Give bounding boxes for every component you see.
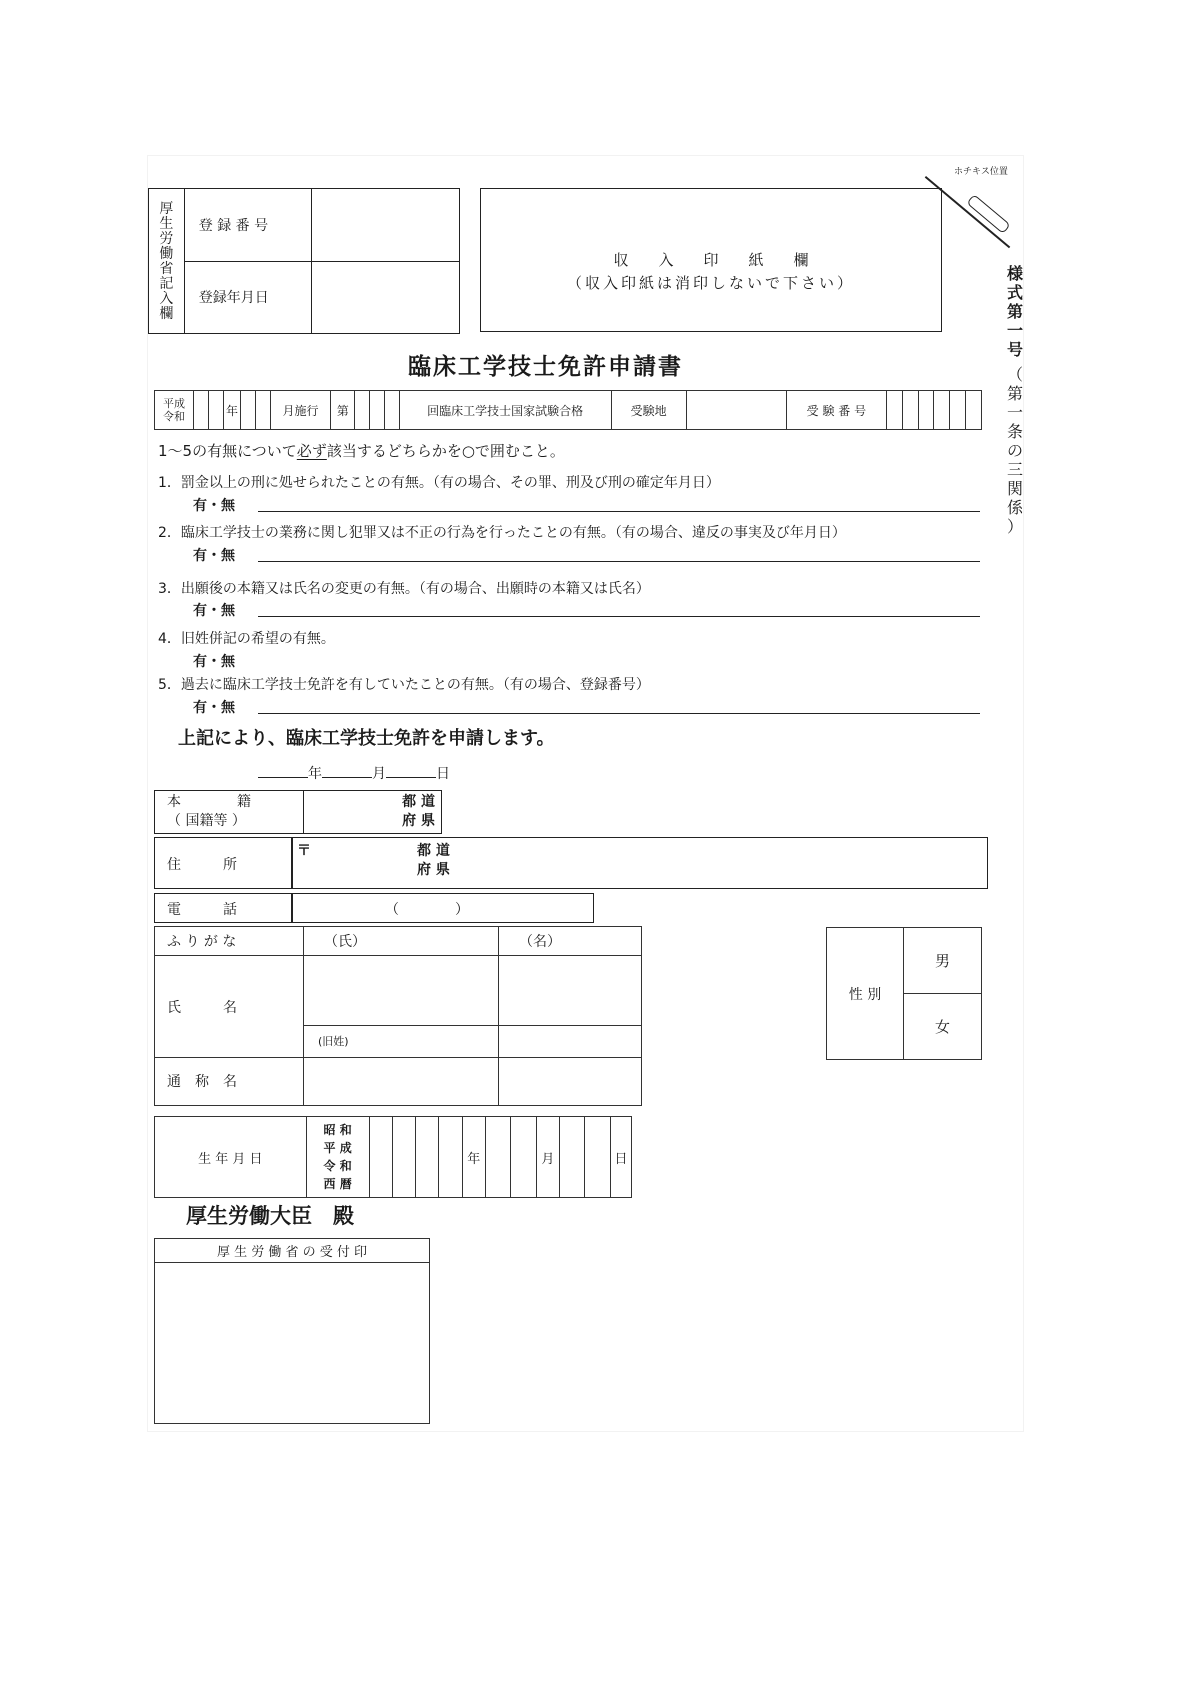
exam-place-field[interactable] xyxy=(686,391,786,430)
question-5-answer-line[interactable] xyxy=(258,713,980,714)
question-3: 3．出願後の本籍又は氏名の変更の有無。（有の場合、出願時の本籍又は氏名） xyxy=(158,581,650,597)
maiden-name-field[interactable]: (旧姓) xyxy=(304,1025,499,1057)
gender-label: 性 別 xyxy=(827,928,904,1060)
furigana-given-field[interactable]: （名） xyxy=(499,927,642,956)
address-label: 住 所 xyxy=(167,857,237,873)
revenue-stamp-title: 収入印紙欄 xyxy=(613,251,839,269)
furigana-label: ふ り が な xyxy=(155,927,304,956)
declaration-text: 上記により、臨床工学技士免許を申請します。 xyxy=(178,728,555,749)
exam-number-digit-4[interactable] xyxy=(934,391,950,430)
exam-round-digit-3[interactable] xyxy=(384,391,399,430)
dai-label: 第 xyxy=(331,391,355,430)
month-digit-1[interactable] xyxy=(241,391,256,430)
birth-month-label: 月 xyxy=(536,1117,559,1198)
birth-day-digit-1[interactable] xyxy=(560,1117,585,1198)
revenue-stamp-note: （収入印紙は消印しないで下さい） xyxy=(566,274,855,292)
gender-female-option[interactable]: 女 xyxy=(904,994,982,1060)
birth-day-label: 日 xyxy=(610,1117,631,1198)
question-5: 5．過去に臨床工学技士免許を有していたことの有無。（有の場合、登録番号） xyxy=(158,677,650,693)
exam-info-row xyxy=(154,390,982,430)
question-3-choice[interactable]: 有・無 xyxy=(193,603,235,619)
birth-year-label: 年 xyxy=(462,1117,485,1198)
birth-year-digit-1[interactable] xyxy=(369,1117,392,1198)
question-1: 1．罰金以上の刑に処せられたことの有無。（有の場合、その罪、刑及び刑の確定年月日） xyxy=(158,475,720,491)
address-box xyxy=(154,837,988,889)
exam-number-digit-1[interactable] xyxy=(886,391,902,430)
surname-field[interactable] xyxy=(304,956,499,1025)
birth-year-digit-4[interactable] xyxy=(439,1117,462,1198)
exam-round-digit-2[interactable] xyxy=(370,391,385,430)
form-title: 臨床工学技士免許申請書 xyxy=(408,353,683,380)
phone-divider xyxy=(291,894,293,922)
year-digit-2[interactable] xyxy=(208,391,223,430)
birth-era-options[interactable]: 昭 和 平 成 令 和 西 暦 xyxy=(306,1117,369,1198)
permanent-domicile-box xyxy=(154,790,442,834)
registration-date-field[interactable] xyxy=(311,261,459,334)
reception-stamp-label: 厚 生 労 働 省 の 受 付 印 xyxy=(155,1239,430,1263)
year-blank[interactable] xyxy=(258,763,308,778)
month-digit-2[interactable] xyxy=(256,391,271,430)
question-4: 4．旧姓併記の希望の有無。 xyxy=(158,631,335,647)
phone-field[interactable]: （ ） xyxy=(385,902,469,918)
question-5-choice[interactable]: 有・無 xyxy=(193,700,235,716)
birth-year-digit-2[interactable] xyxy=(392,1117,415,1198)
month-blank[interactable] xyxy=(322,763,372,778)
exam-number-digit-6[interactable] xyxy=(966,391,982,430)
registration-number-label: 登 録 番 号 xyxy=(184,189,311,262)
birth-day-digit-2[interactable] xyxy=(585,1117,610,1198)
gender-male-option[interactable]: 男 xyxy=(904,928,982,994)
instruction-emphasis: 必ず xyxy=(296,442,327,460)
year-label: 年 xyxy=(223,391,241,430)
question-1-answer-line[interactable] xyxy=(258,511,980,512)
birth-date-box xyxy=(154,1116,632,1198)
address-divider xyxy=(291,838,293,888)
exam-number-digit-3[interactable] xyxy=(918,391,934,430)
name-table xyxy=(154,926,642,1106)
question-3-answer-line[interactable] xyxy=(258,616,980,617)
registration-date-label: 登録年月日 xyxy=(184,261,311,334)
maiden-given-field[interactable] xyxy=(499,1025,642,1057)
day-blank[interactable] xyxy=(386,763,436,778)
reception-stamp-box xyxy=(154,1238,430,1424)
question-2-answer-line[interactable] xyxy=(258,561,980,562)
phone-label: 電 話 xyxy=(167,902,237,918)
phone-box xyxy=(154,893,594,923)
gender-box xyxy=(826,927,982,1060)
birth-date-label: 生 年 月 日 xyxy=(155,1117,307,1198)
official-entry-box xyxy=(148,188,460,334)
form-number-label: 様 式 第 一 号 （ 第 一 条 の 三 関 係 ） xyxy=(1006,264,1023,536)
form-page xyxy=(148,156,1023,1431)
question-2: 2．臨床工学技士の業務に関し犯罪又は不正の行為を行ったことの有無。（有の場合、違反の事実及び年月日） xyxy=(158,525,846,541)
birth-year-digit-3[interactable] xyxy=(416,1117,439,1198)
era-label: 平成 令和 xyxy=(155,391,194,430)
question-2-choice[interactable]: 有・無 xyxy=(193,548,235,564)
month-enforce-label: 月施行 xyxy=(271,391,331,430)
question-1-choice[interactable]: 有・無 xyxy=(193,498,235,514)
instruction-text: 1～5の有無について必ず該当するどちらかを○で囲むこと。 xyxy=(158,442,565,460)
permanent-domicile-label: 本 籍 （ 国籍等 ） xyxy=(155,791,304,834)
furigana-surname-field[interactable]: （氏） xyxy=(304,927,499,956)
staple-position xyxy=(926,156,1026,216)
birth-month-digit-2[interactable] xyxy=(511,1117,536,1198)
addressee: 厚生労働大臣 殿 xyxy=(186,1203,354,1228)
question-4-choice[interactable]: 有・無 xyxy=(193,654,235,670)
revenue-stamp-box xyxy=(480,188,942,332)
application-date: 年 月 日 xyxy=(258,763,450,783)
name-label: 氏 名 xyxy=(155,956,304,1057)
official-entry-label: 厚 生 労 働 省 記 入 欄 xyxy=(149,189,185,334)
exam-pass-label: 回臨床工学技士国家試験合格 xyxy=(399,391,611,430)
postal-mark: 〒 xyxy=(297,843,311,859)
exam-number-digit-5[interactable] xyxy=(950,391,966,430)
registration-number-field[interactable] xyxy=(311,189,459,262)
year-digit-1[interactable] xyxy=(194,391,209,430)
exam-place-label: 受験地 xyxy=(611,391,686,430)
given-name-field[interactable] xyxy=(499,956,642,1025)
reception-stamp-area[interactable] xyxy=(155,1263,430,1424)
alias-label: 通 称 名 xyxy=(155,1057,304,1105)
birth-month-digit-1[interactable] xyxy=(485,1117,510,1198)
alias-surname-field[interactable] xyxy=(304,1057,499,1105)
exam-round-digit-1[interactable] xyxy=(355,391,370,430)
exam-number-digit-2[interactable] xyxy=(902,391,918,430)
address-field[interactable]: 都 道 府 県 xyxy=(417,843,450,878)
exam-number-label: 受 験 番 号 xyxy=(786,391,886,430)
alias-given-field[interactable] xyxy=(499,1057,642,1105)
staple-label: ホチキス位置 xyxy=(954,167,1008,177)
permanent-domicile-field[interactable]: 都 道 府 県 xyxy=(304,791,442,834)
